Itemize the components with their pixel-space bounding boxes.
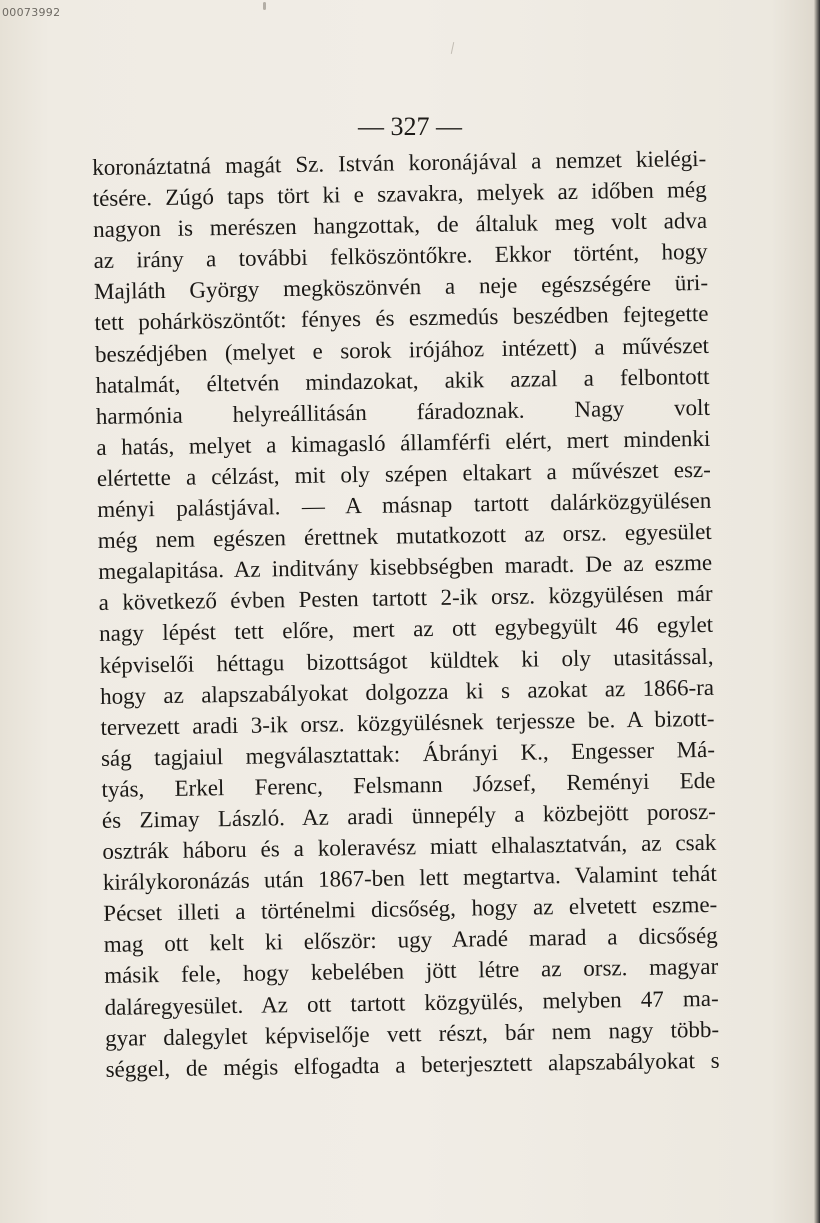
text-line: hatalmát, éltetvén mindazokat, akik azzal a felbontott <box>95 363 710 398</box>
text-line: tyás, Erkel Ferenc, Felsmann József, Reményi Ede <box>101 767 716 802</box>
ink-smudge <box>263 2 266 10</box>
text-line: nagyon is merészen hangzottak, de általuk meg volt adva <box>92 208 708 243</box>
text-line: elértette a célzást, mit oly szépen eltakart a művészet esz- <box>96 456 711 491</box>
text-line: Majláth György megköszönvén a neje egészségére üri- <box>93 270 709 305</box>
text-line: a hatás, melyet a kimagasló államférfi elért, mert mindenki <box>96 425 711 460</box>
text-line: ság tagjaiul megválasztattak: Ábrányi K., Engesser Má- <box>100 736 716 771</box>
text-line: harmónia helyreállitásán fáradoznak. Nagy volt <box>95 394 711 429</box>
page-number: — 327 — <box>358 112 462 141</box>
paper-mark <box>451 42 454 54</box>
text-line: Pécset illeti a történelmi dicsőség, hogy az elvetett eszme- <box>103 892 718 927</box>
text-line: koronáztatná magát Sz. István koronájával a nemzet kielégi- <box>92 145 707 180</box>
text-line: séggel, de mégis elfogadta a beterjesztett alapszabályokat s <box>105 1047 720 1082</box>
text-line: mag ott kelt ki először: ugy Aradé marad a dicsőség <box>103 923 718 958</box>
text-line: megalapitása. Az inditvány kisebbségben maradt. De az eszme <box>98 550 713 585</box>
text-line: a következő évben Pesten tartott 2-ik orsz. közgyülésen már <box>98 581 713 616</box>
text-line: nagy lépést tett előre, mert az ott egybegyült 46 egylet <box>98 612 714 647</box>
text-line: tésére. Zúgó taps tört ki e szavakra, melyek az időben még <box>92 176 707 212</box>
text-line: képviselői héttagu bizottságot küldtek ki oly utasitással, <box>99 643 714 678</box>
text-line: még nem egészen érettnek mutatkozott az orsz. egyesület <box>97 518 712 554</box>
text-line: tett pohárköszöntőt: fényes és eszmedús beszédben fejtegette <box>94 301 709 336</box>
text-line: királykoronázás után 1867-ben lett megtartva. Valamint tehát <box>102 860 717 896</box>
text-line: másik fele, hogy kebelében jött létre az orsz. magyar <box>104 954 719 989</box>
text-line: az irány a további felköszöntőkre. Ekkor történt, hogy <box>93 239 708 274</box>
text-line: ményi palástjával. — A másnap tartott dalárközgyülésen <box>97 487 712 522</box>
text-line: hogy az alapszabályokat dolgozza ki s azokat az 1866-ra <box>99 674 715 709</box>
text-line: beszédjében (melyet e sorok irójához intézett) a művészet <box>94 332 710 367</box>
text-line: és Zimay László. Az aradi ünnepély a közbejött porosz- <box>101 798 717 833</box>
page-edge-shadow <box>814 0 820 1223</box>
text-line: daláregyesület. Az ott tartott közgyülés, melyben 47 ma- <box>104 985 719 1020</box>
scan-identifier: 00073992 <box>2 6 61 19</box>
text-line: osztrák háboru és a koleravész miatt elhalasztatván, az csak <box>102 829 717 864</box>
text-line: gyar dalegylet képviselője vett részt, bár nem nagy több- <box>104 1016 720 1051</box>
body-text <box>92 143 720 1085</box>
text-line: tervezett aradi 3-ik orsz. közgyülésnek terjessze be. A bizott- <box>100 705 715 740</box>
